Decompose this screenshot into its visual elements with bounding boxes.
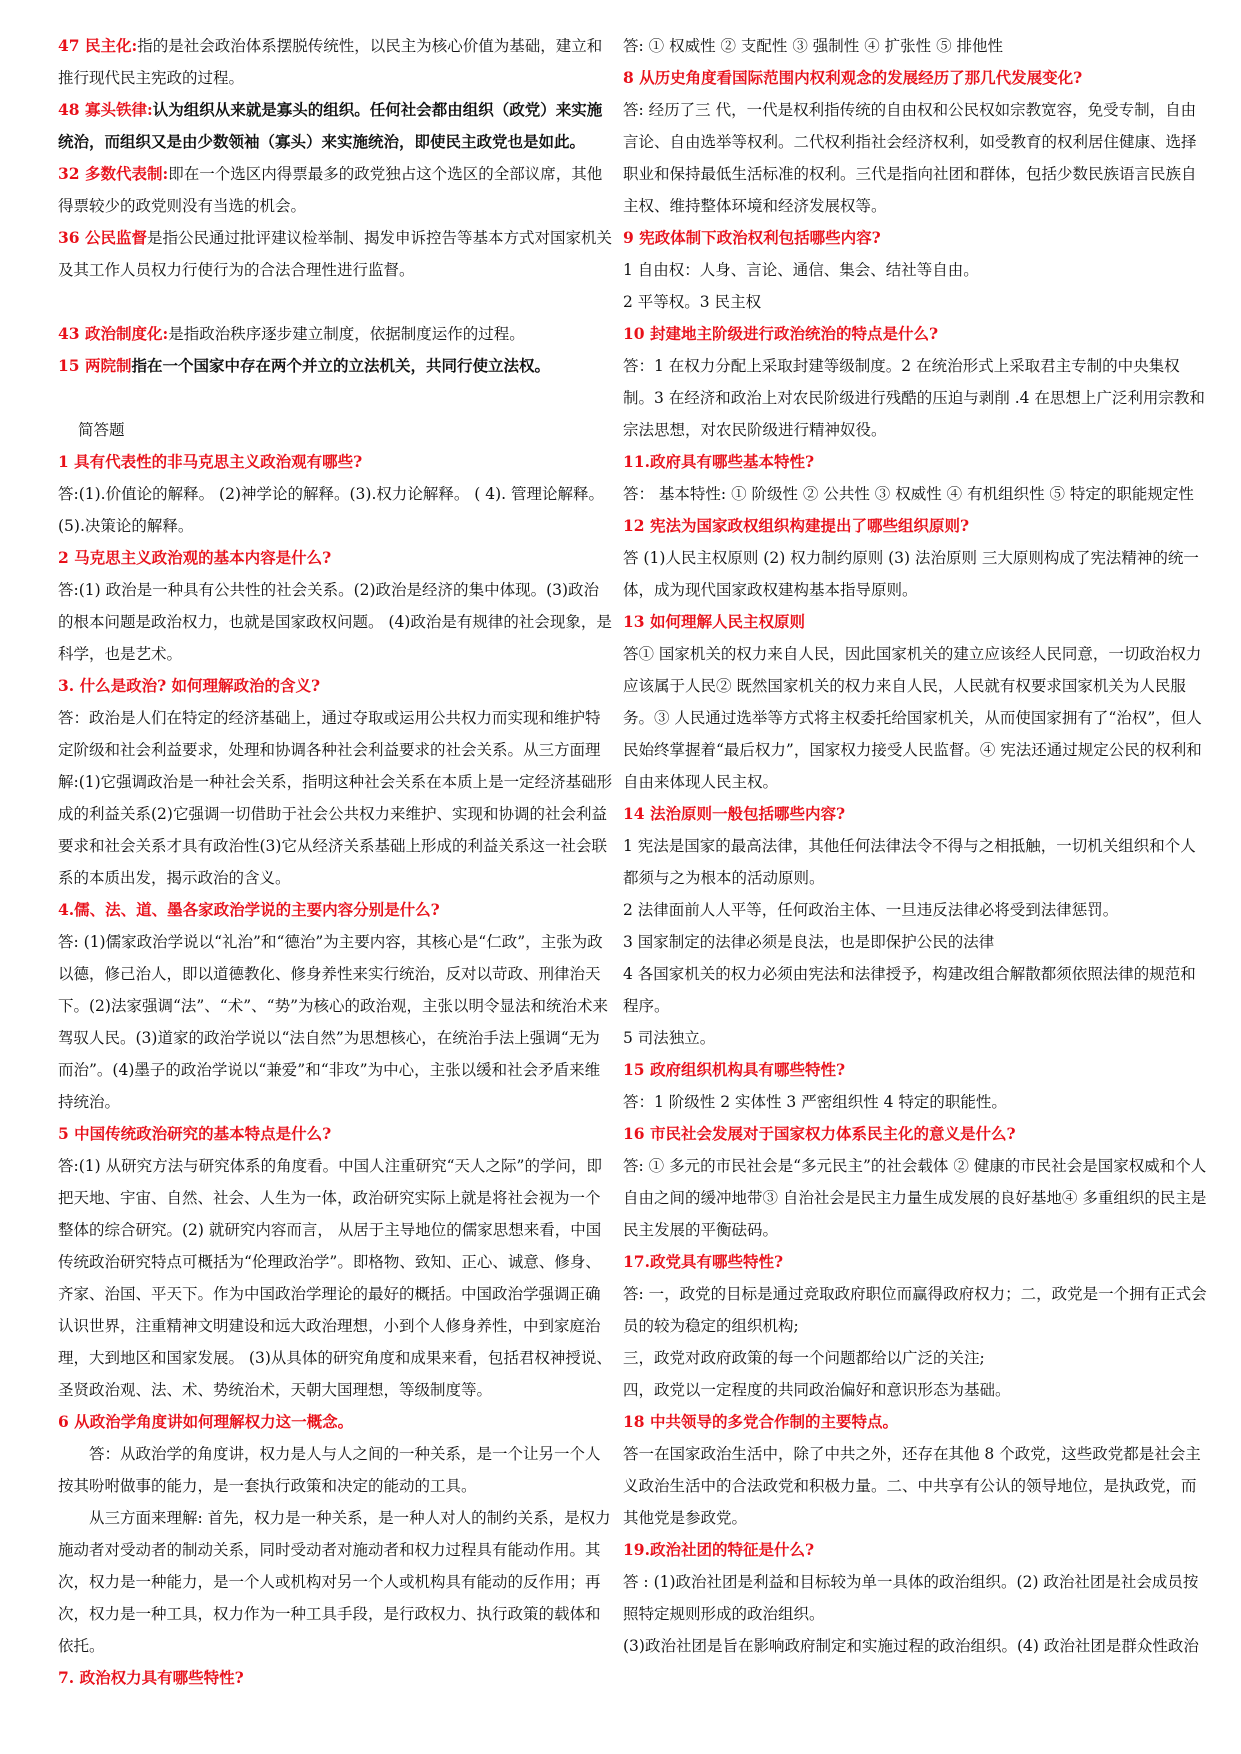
answer-14-item-1: 1 宪法是国家的最高法律，其他任何法律法令不得与之相抵触，一切机关组织和个人都须与之为根本的活动原则。 [623, 837, 1196, 887]
term-label: 32 多数代表制: [58, 164, 169, 183]
definition-48 [58, 94, 613, 158]
question-8: 8 从历史角度看国际范围内权利观念的发展经历了那几代发展变化? [623, 68, 1083, 87]
spacer [58, 382, 613, 414]
right-column [623, 30, 1209, 1662]
question-7: 7. 政治权力具有哪些特性? [58, 1668, 244, 1687]
definition-36 [58, 222, 613, 286]
term-text: 认为组织从来就是寡头的组织。任何社会都由组织（政党）来实施统治，而组织又是由少数领袖（寡头）来实施统治，即使民主政党也是如此。 [58, 100, 603, 151]
question-6: 6 从政治学角度讲如何理解权力这一概念。 [58, 1412, 354, 1431]
answer-14-item-3: 3 国家制定的法律必须是良法，也是即保护公民的法律 [623, 933, 995, 951]
definition-15 [58, 350, 613, 382]
term-label: 48 寡头铁律: [58, 100, 153, 119]
answer-11: 答： 基本特性: ① 阶级性 ② 公共性 ③ 权威性 ④ 有机组织性 ⑤ 特定的职能规定性 [623, 485, 1194, 503]
answer-16: 答: ① 多元的市民社会是“多元民主”的社会载体 ② 健康的市民社会是国家权威和个人自由之间的缓冲地带③ 自治社会是民主力量生成发展的良好基地④ 多重组织的民主是民主发展的平衡砝码。 [623, 1157, 1207, 1239]
question-9: 9 宪政体制下政治权利包括哪些内容? [623, 228, 881, 247]
term-text: 即在一个选区内得票最多的政党独占这个选区的全部议席，其他得票较少的政党则没有当选的机会。 [58, 165, 603, 215]
question-4: 4.儒、法、道、墨各家政治学说的主要内容分别是什么? [58, 900, 440, 919]
left-column [58, 30, 613, 1694]
answer-17-item-3: 四，政党以一定程度的共同政治偏好和意识形态为基础。 [623, 1381, 1011, 1399]
question-1: 1 具有代表性的非马克思主义政治观有哪些? [58, 452, 363, 471]
term-label: 36 公民监督 [58, 228, 147, 247]
answer-10: 答：1 在权力分配上采取封建等级制度。2 在统治形式上采取君主专制的中央集权制。3 在经济和政治上对农民阶级进行残酷的压迫与剥削 .4 在思想上广泛利用宗教和宗法思想，对农民阶级进行精神奴役。 [623, 357, 1205, 439]
answer-14-item-4: 4 各国家机关的权力必须由宪法和法律授予，构建改组合解散都须依照法律的规范和程序。 [623, 965, 1196, 1015]
answer-17-item-2: 三，政党对政府政策的每一个问题都给以广泛的关注; [623, 1349, 985, 1367]
section-title: 简答题 [78, 421, 125, 439]
answer-6-part-1: 答：从政治学的角度讲，权力是人与人之间的一种关系，是一个让另一个人按其吩咐做事的能力，是一套执行政策和决定的能动的工具。 [58, 1445, 601, 1495]
answer-14-item-5: 5 司法独立。 [623, 1029, 716, 1047]
answer-9-item-2: 2 平等权。3 民主权 [623, 293, 762, 311]
definition-47 [58, 30, 613, 94]
answer-13: 答① 国家机关的权力来自人民，因此国家机关的建立应该经人民同意，一切政治权力应该属于人民② 既然国家机关的权力来自人民，人民就有权要求国家机关为人民服务。③ 人民通过选举等方式将主权委托给国家机关，从而使国家拥有了“治权”，但人民始终掌握着“最后权力”，国家权力接受人民监督。④ 宪法还通过规定公民的权利和自由来体现人民主权。 [623, 645, 1202, 791]
question-10: 10 封建地主阶级进行政治统治的特点是什么? [623, 324, 939, 343]
question-5: 5 中国传统政治研究的基本特点是什么? [58, 1124, 332, 1143]
term-text: 指在一个国家中存在两个并立的立法机关，共同行使立法权。 [131, 356, 550, 375]
question-18: 18 中共领导的多党合作制的主要特点。 [623, 1412, 898, 1431]
question-2: 2 马克思主义政治观的基本内容是什么? [58, 548, 332, 567]
term-label: 15 两院制 [58, 356, 132, 375]
answer-19-part-2: (3)政治社团是旨在影响政府制定和实施过程的政治组织。(4) 政治社团是群众性政治 [623, 1637, 1199, 1655]
term-label: 47 民主化: [58, 36, 138, 55]
question-11: 11.政府具有哪些基本特性? [623, 452, 815, 471]
answer-7: 答: ① 权威性 ② 支配性 ③ 强制性 ④ 扩张性 ⑤ 排他性 [623, 37, 1003, 55]
question-3: 3. 什么是政治? 如何理解政治的含义? [58, 676, 321, 695]
answer-12: 答 (1)人民主权原则 (2) 权力制约原则 (3) 法治原则 三大原则构成了宪法精神的统一体，成为现代国家政权建构基本指导原则。 [623, 549, 1199, 599]
answer-4: 答: (1)儒家政治学说以“礼治”和“德治”为主要内容，其核心是“仁政”，主张为政以德，修己治人，即以道德教化、修身养性来实行统治，反对以苛政、刑律治天下。(2)法家强调“法”、“术”、“势”为核心的政治观，主张以明令显法和统治术来驾驭人民。(3)道家的政治学说以“法自然”为思想核心，在统治手法上强调“无为而治”。(4)墨子的政治学说以“兼爱”和“非攻”为中心，主张以缓和社会矛盾来维持统治。 [58, 933, 609, 1111]
answer-15: 答：1 阶级性 2 实体性 3 严密组织性 4 特定的职能性。 [623, 1093, 1007, 1111]
term-text: 指的是社会政治体系摆脱传统性，以民主为核心价值为基础，建立和推行现代民主宪政的过程。 [58, 37, 603, 87]
answer-3: 答：政治是人们在特定的经济基础上，通过夺取或运用公共权力而实现和维护特定阶级和社会利益要求，处理和协调各种社会利益要求的社会关系。从三方面理解:(1)它强调政治是一种社会关系，指明这种社会关系在本质上是一定经济基础形成的利益关系(2)它强调一切借助于社会公共权力来维护、实现和协调的社会利益要求和社会关系才具有政治性(3)它从经济关系基础上形成的利益关系这一社会联系的本质出发，揭示政治的含义。 [58, 709, 613, 887]
question-19: 19.政治社团的特征是什么? [623, 1540, 815, 1559]
spacer [58, 286, 613, 318]
definition-43 [58, 318, 613, 350]
answer-6-part-2: 从三方面来理解: 首先，权力是一种关系，是一种人对人的制约关系，是权力施动者对受动者的制动关系，同时受动者对施动者和权力过程具有能动作用。其次，权力是一种能力，是一个人或机构对另一个人或机构具有能动的反作用；再次，权力是一种工具，权力作为一种工具手段，是行政权力、执行政策的载体和依托。 [58, 1509, 611, 1655]
question-14: 14 法治原则一般包括哪些内容? [623, 804, 846, 823]
answer-2: 答:(1) 政治是一种具有公共性的社会关系。(2)政治是经济的集中体现。(3)政治的根本问题是政治权力，也就是国家政权问题。 (4)政治是有规律的社会现象，是科学，也是艺术。 [58, 581, 612, 663]
term-text: 是指公民通过批评建议检举制、揭发申诉控告等基本方式对国家机关及其工作人员权力行使行为的合法合理性进行监督。 [58, 229, 612, 279]
answer-5: 答:(1) 从研究方法与研究体系的角度看。中国人注重研究“天人之际”的学问，即把天地、宇宙、自然、社会、人生为一体，政治研究实际上就是将社会视为一个整体的综合研究。(2) 就研究内容而言， 从居于主导地位的儒家思想来看，中国传统政治研究特点可概括为“伦理政治学”。即格物、致知、正心、诚意、修身、齐家、治国、平天下。作为中国政治学理论的最好的概括。中国政治学强调正确认识世界，注重精神文明建设和远大政治理想，小到个人修身养性，中到家庭治理，大到地区和国家发展。 (3)从具体的研究角度和成果来看，包括君权神授说、圣贤政治观、法、术、势统治术，天朝大国理想，等级制度等。 [58, 1157, 612, 1399]
question-16: 16 市民社会发展对于国家权力体系民主化的意义是什么? [623, 1124, 1016, 1143]
term-label: 43 政治制度化: [58, 324, 169, 343]
answer-1: 答:(1).价值论的解释。 (2)神学论的解释。(3).权力论解释。 ( 4). 管理论解释。(5).决策论的解释。 [58, 485, 605, 535]
question-13: 13 如何理解人民主权原则 [623, 612, 805, 631]
question-12: 12 宪法为国家政权组织构建提出了哪些组织原则? [623, 516, 970, 535]
answer-9-item-1: 1 自由权：人身、言论、通信、集会、结社等自由。 [623, 261, 979, 279]
answer-19-part-1: 答 : (1)政治社团是利益和目标较为单一具体的政治组织。(2) 政治社团是社会成员按照特定规则形成的政治组织。 [623, 1573, 1199, 1623]
question-15: 15 政府组织机构具有哪些特性? [623, 1060, 846, 1079]
answer-18: 答一在国家政治生活中，除了中共之外，还存在其他 8 个政党，这些政党都是社会主义政治生活中的合法政党和积极力量。二、中共享有公认的领导地位，是执政党，而其他党是参政党。 [623, 1445, 1201, 1527]
answer-8: 答: 经历了三 代，一代是权利指传统的自由权和公民权如宗教宽容，免受专制，自由言论、自由选举等权利。二代权利指社会经济权利，如受教育的权利居住健康、选择职业和保持最低生活标准的权利。三代是指向社团和群体，包括少数民族语言民族自主权、维持整体环境和经济发展权等。 [623, 101, 1197, 215]
answer-14-item-2: 2 法律面前人人平等，任何政治主体、一旦违反法律必将受到法律惩罚。 [623, 901, 1119, 919]
question-17: 17.政党具有哪些特性? [623, 1252, 784, 1271]
term-text: 是指政治秩序逐步建立制度，依据制度运作的过程。 [168, 325, 525, 343]
definition-32 [58, 158, 613, 222]
answer-17-item-1: 答: 一，政党的目标是通过竞取政府职位而赢得政府权力；二，政党是一个拥有正式会员的较为稳定的组织机构; [623, 1285, 1207, 1335]
